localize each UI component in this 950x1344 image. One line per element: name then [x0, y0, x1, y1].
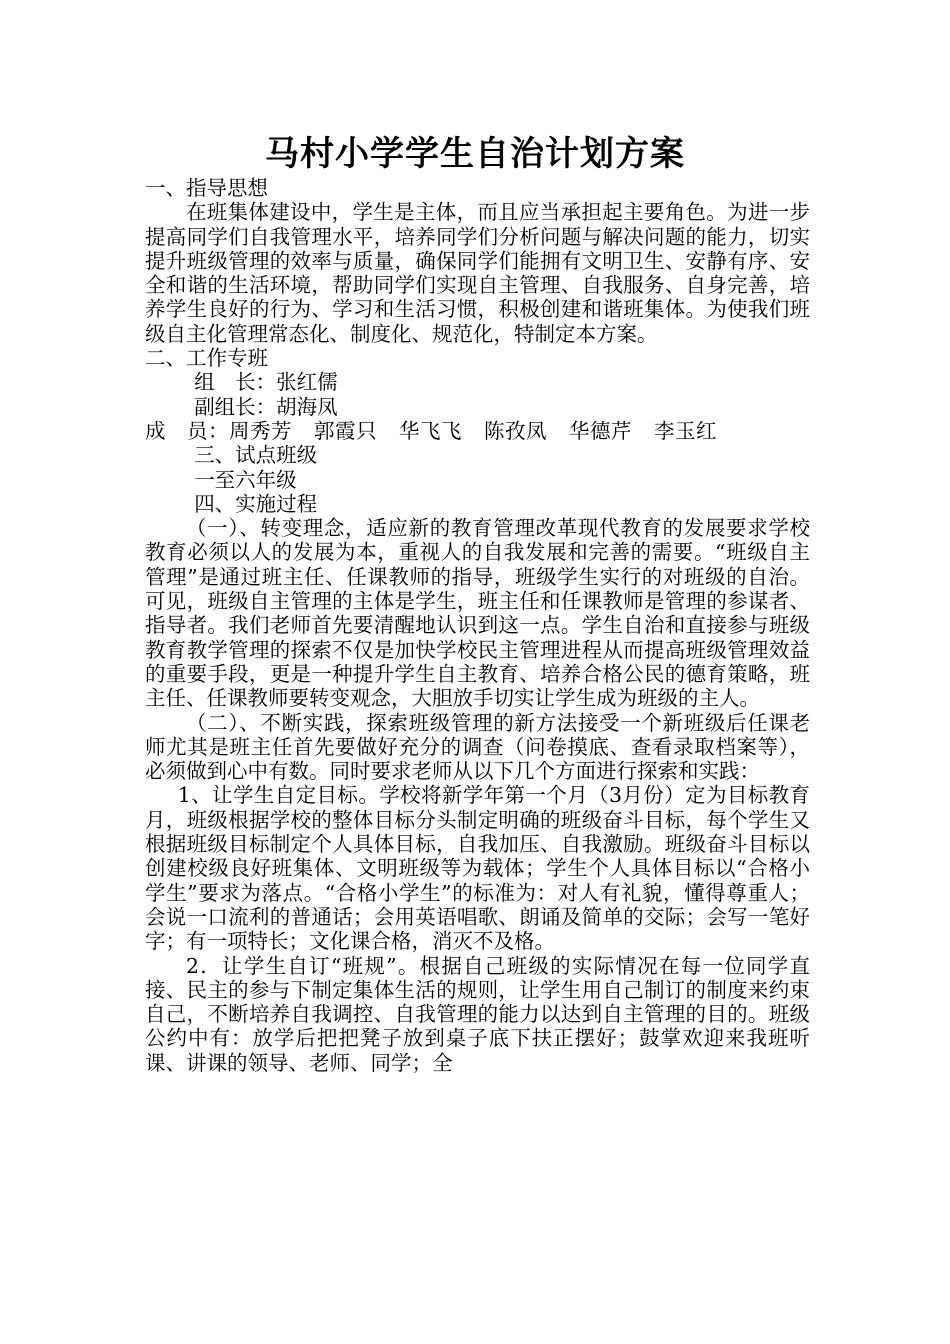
member-name: 李玉红 — [654, 418, 717, 443]
document-title: 马村小学学生自治计划方案 — [265, 134, 685, 174]
member-name: 周秀芳 — [229, 418, 292, 443]
member-name: 陈孜凤 — [484, 418, 547, 443]
paragraph-part-two: （二）、不断实践，探索班级管理的新方法接受一个新班级后任课老师尤其是班主任首先要做好充分的调查（问卷摸底、查看录取档案等），必须做到心中有数。同时要求老师从以下几个方面进行探索和实践： — [145, 710, 810, 784]
members-label: 成 员： — [145, 418, 229, 443]
paragraph-guiding-ideology: 在班集体建设中，学生是主体，而且应当承担起主要角色。为进一步提高同学们自我管理水平，培养同学们分析问题与解决问题的能力，切实提升班级管理的效率与质量，确保同学们能拥有文明卫生、安静有序、安全和谐的生活环境，帮助同学们实现自主管理、自我服务、自身完善，培养学生良好的行为、学习和生活习惯，积极创建和谐班集体。为使我们班级自主化管理常态化、制度化、规范化，特制定本方案。 — [145, 200, 810, 346]
team-members — [145, 419, 810, 443]
member-name: 华德芹 — [569, 418, 632, 443]
member-name: 郭霞只 — [314, 418, 377, 443]
document-body — [145, 176, 810, 1075]
section-heading-pilot-classes: 三、试点班级 — [194, 443, 318, 468]
team-leader: 组 长：张红儒 — [194, 370, 338, 395]
member-name: 华飞飞 — [399, 418, 462, 443]
section-heading-guiding-ideology: 一、指导思想 — [145, 176, 268, 200]
section-heading-implementation: 四、实施过程 — [194, 491, 318, 516]
paragraph-item-one: 1、让学生自定目标。学校将新学年第一个月（3月份）定为目标教育月，班级根据学校的整体目标分头制定明确的班级奋斗目标，每个学生又根据班级目标制定个人具体目标，自我加压、自我激励。班级奋斗目标以创建校级良好班集体、文明班级等为载体；学生个人具体目标以“合格小学生”要求为落点。“合格小学生”的标准为：对人有礼貌，懂得尊重人；会说一口流利的普通话；会用英语唱歌、朗诵及简单的交际；会写一笔好字；有一项特长；文化课合格，消灭不及格。 — [145, 783, 810, 954]
paragraph-item-two: 2．让学生自订“班规”。根据自己班级的实际情况在每一位同学直接、民主的参与下制定集体生活的规则，让学生用自己制订的制度来约束自己，不断培养自我调控、自我管理的能力以达到自主管理的目的。班级公约中有：放学后把把凳子放到桌子底下扶正摆好；鼓掌欢迎来我班听课、讲课的领导、老师、同学；全 — [145, 953, 810, 1075]
team-vice-leader: 副组长：胡海凤 — [194, 394, 338, 419]
section-heading-work-team: 二、工作专班 — [145, 346, 268, 371]
paragraph-pilot-classes: 一至六年级 — [194, 467, 297, 492]
paragraph-part-one: （一）、转变理念，适应新的教育管理改革现代教育的发展要求学校教育必须以人的发展为本，重视人的自我发展和完善的需要。“班级自主管理”是通过班主任、任课教师的指导，班级学生实行的对班级的自治。可见，班级自主管理的主体是学生，班主任和任课教师是管理的参谋者、指导者。我们老师首先要清醒地认识到这一点。学生自治和直接参与班级教育教学管理的探索不仅是加快学校民主管理进程从而提高班级管理效益的重要手段，更是一种提升学生自主教育、培养合格公民的德育策略，班主任、任课教师要转变观念，大胆放手切实让学生成为班级的主人。 — [145, 516, 810, 711]
